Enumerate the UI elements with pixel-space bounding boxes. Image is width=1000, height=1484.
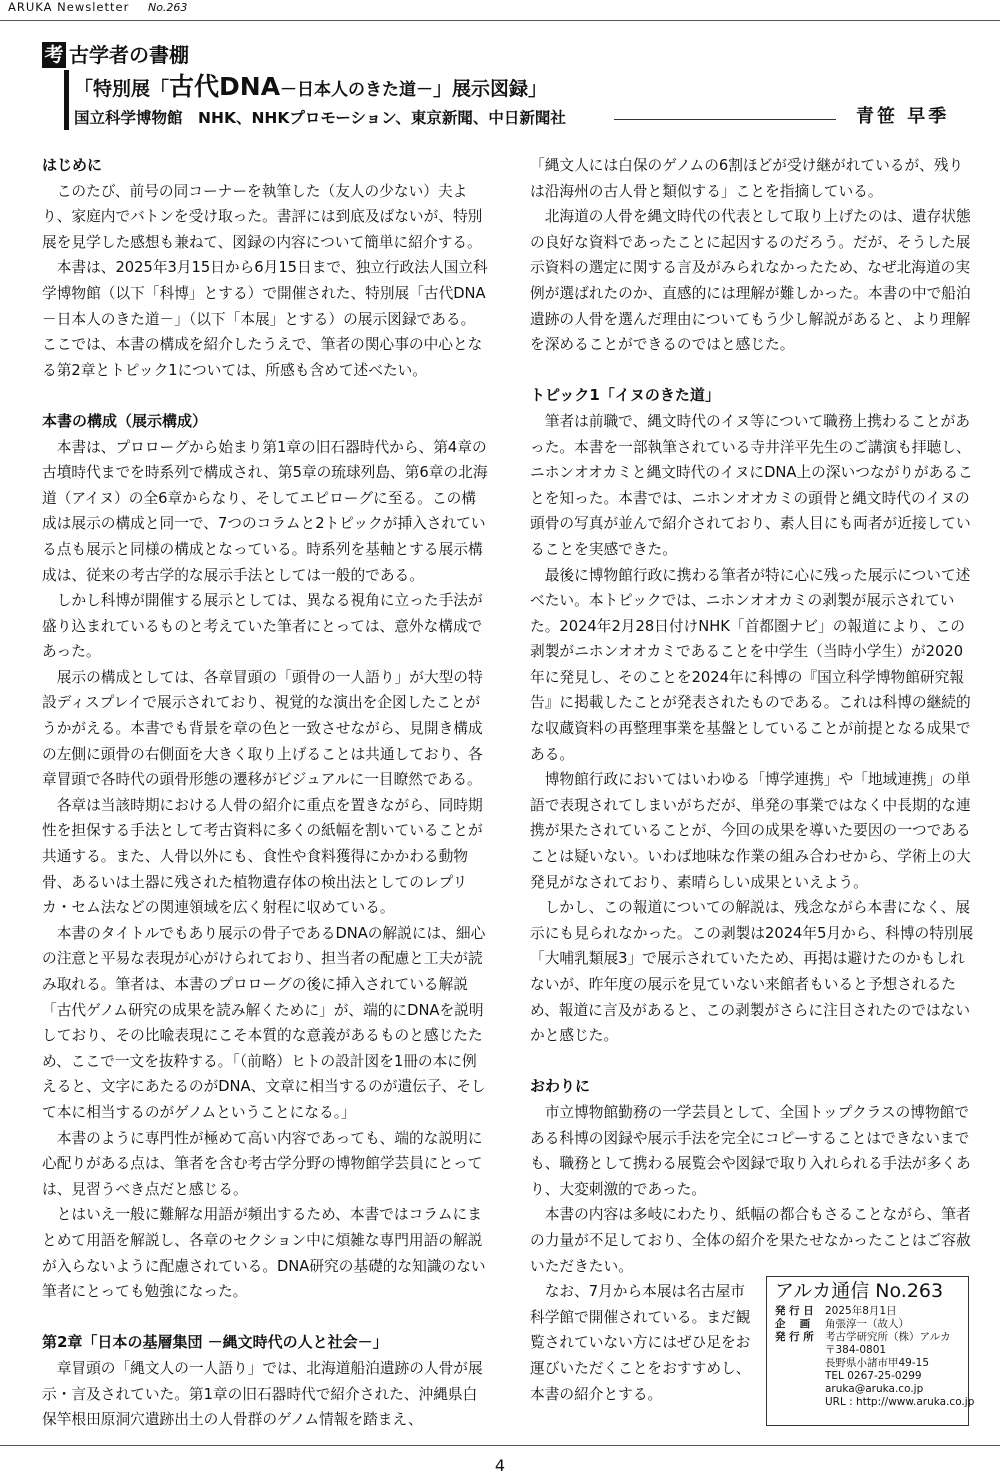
body-paragraph: 本書のように専門性が極めて高い内容であっても、端的な説明に心配りがある点は、筆者を含む考古学分野の博物館学芸員にとっては、見習うべき点だと感じる。	[42, 1129, 483, 1198]
section-gap	[530, 1049, 974, 1075]
section-heading: トピック1「イヌのきた道」	[530, 386, 720, 405]
section-heading: 本書の構成（展示構成）	[42, 411, 208, 430]
info-row	[767, 1331, 968, 1344]
info-address: 長野県小諸市甲49-15	[825, 1357, 930, 1369]
info-email[interactable]: aruka@aruka.co.jp	[825, 1383, 924, 1395]
newsletter-info-box	[766, 1276, 975, 1426]
info-tel: TEL 0267-25-0299	[825, 1370, 922, 1382]
info-value: 角張淳一（故人）	[825, 1318, 909, 1330]
section-heading: 第2章「日本の基層集団 －縄文時代の人と社会－」	[42, 1333, 388, 1352]
info-title: アルカ通信 No.263	[775, 1280, 944, 1302]
title-main: 古代DNA	[169, 72, 281, 101]
issue-number: No.263	[147, 1, 188, 14]
title-suffix: 」展示図録」	[433, 78, 548, 100]
body-paragraph: 章冒頭の「縄文人の一人語り」では、北海道船泊遺跡の人骨が展示・言及されていた。第1章の旧石器時代で紹介された、沖縄県白保竿根田原洞穴遺跡出土の人骨群のゲノム情報を踏まえ、	[42, 1359, 483, 1429]
article-title	[74, 70, 547, 107]
category-mark-icon: 考	[42, 42, 66, 68]
body-paragraph: 本書のタイトルでもあり展示の骨子であるDNAの解説には、細心の注意と平易な表現が心がけられており、担当者の配慮と工夫が読み取れる。筆者は、本書のプロローグの後に挿入されている解説「古代ゲノム研究の成果を読み解くために」が、端的にDNAを説明しており、その比喩表現にこそ本質的な意義があるものと感じたため、ここで一文を抜粋する。「（前略）ヒトの設計図を1冊の本に例えると、文字にあたるのがDNA、文章に相当するのが遺伝子、そして本に相当するのがゲノムということになる。」	[42, 924, 486, 1121]
footer-rule	[0, 1445, 1000, 1446]
body-paragraph: しかし、この報道についての解説は、残念ながら本書になく、展示にも見られなかった。この剥製は2024年5月から、科博の特別展「大哺乳類展3」で展示されていたため、再掲は避けたのかもしれないが、昨年度の展示を見ていない来館者もいると予想されるため、報道に言及があると、この剥製がさらに注目されたのではないかと感じた。	[530, 899, 974, 1045]
header-rule	[0, 20, 1000, 21]
info-row	[767, 1318, 968, 1331]
section-gap	[530, 358, 974, 384]
publisher-rule	[614, 119, 836, 120]
info-label: 企 画	[775, 1318, 811, 1330]
page-number: 4	[494, 1456, 506, 1475]
info-value: 考古学研究所（株）アルカ	[825, 1331, 951, 1343]
left-column	[42, 153, 488, 1433]
info-row	[767, 1305, 968, 1318]
body-paragraph: 「縄文人には白保のゲノムの6割ほどが受け継がれているが、残りは沿海州の古人骨と類似する」ことを指摘している。	[530, 157, 964, 200]
section-heading: はじめに	[42, 156, 103, 174]
body-paragraph: しかし科博が開催する展示としては、異なる視角に立った手法が盛り込まれているものと考えていた筆者にとっては、意外な構成であった。	[42, 592, 483, 661]
section-heading: おわりに	[530, 1077, 591, 1096]
body-paragraph: 各章は当該時期における人骨の紹介に重点を置きながら、同時期性を担保する手法として考古資料に多くの紙幅を割いていることが共通する。また、人骨以外にも、食性や食料獲得にかかわる動物骨、あるいは土器に残された植物遺存体の検出法としてのレプリカ・セム法などの関連領域を広く射程に収めている。	[42, 796, 483, 917]
info-label: 発 行 日	[775, 1305, 814, 1317]
body-paragraph: 最後に博物館行政に携わる筆者が特に心に残った展示について述べたい。本トピックでは、ニホンオオカミの剥製が展示されていた。2024年2月28日付けNHK「首都圏ナビ」の報道により、この剥製がニホンオオカミであることを中学生（当時小学生）が2020年に発見し、そのことを2024年に科博の『国立科学博物館研究報告』に掲載したことが発表されたものである。これは科博の継続的な収蔵資料の再整理事業を基盤としていることが前提となる成果である。	[530, 566, 971, 763]
info-value: 2025年8月1日	[825, 1305, 897, 1317]
body-paragraph: 本書は、2025年3月15日から6月15日まで、独立行政法人国立科学博物館（以下「科博」とする）で開催された、特別展「古代DNA－日本人のきた道－」（以下「本展」とする）の展示図録である。ここでは、本書の構成を紹介したうえで、筆者の関心事の中心となる第2章とトピック1については、所感も含めて述べたい。	[42, 259, 488, 379]
title-sub: －日本人のきた道－	[280, 80, 434, 100]
section-gap	[42, 383, 488, 409]
body-paragraph: 筆者は前職で、縄文時代のイヌ等について職務上携わることがあった。本書を一部執筆されている寺井洋平先生のご講演も拝聴し、ニホンオオカミと縄文時代のイヌにDNA上の深いつながりがあることを知った。本書では、ニホンオオカミの頭骨と縄文時代のイヌの頭骨の写真が並んで紹介されており、素人目にも両者が近接していることを実感できた。	[530, 412, 973, 558]
closing-paragraph: なお、7月から本展は名古屋市科学館で開催されている。まだ観覧されていない方にはぜひ足をお運びいただくことをおすすめし、本書の紹介とする。	[530, 1283, 751, 1403]
body-paragraph: 本書は、プロローグから始まり第1章の旧石器時代から、第4章の古墳時代までを時系列で構成され、第5章の琉球列島、第6章の北海道（アイヌ）の全6章からなり、そしてエピローグに至る。この構成は展示の構成と同一で、7つのコラムと2トピックが挿入されている点も展示と同様の構成となっている。時系列を基軸とする展示構成は、従来の考古学的な展示手法としては一般的である。	[42, 438, 488, 584]
category-label: 古学者の書棚	[69, 43, 189, 67]
body-paragraph: 展示の構成としては、各章冒頭の「頭骨の一人語り」が大型の特設ディスプレイで展示されており、視覚的な演出を企図したことがうかがえる。本書でも背景を章の色と一致させながら、見開き構成の左側に頭骨の右側面を大きく取り上げることは共通しており、各章冒頭で各時代の頭骨形態の遷移がビジュアルに一目瞭然である。	[42, 668, 483, 789]
body-paragraph: とはいえ一般に難解な用語が頻出するため、本書ではコラムにまとめて用語を解説し、各章のセクション中に煩雑な専門用語の解説が入らないように配慮されている。DNA研究の基礎的な知識のない筆者にとっても勉強になった。	[42, 1206, 486, 1301]
section-gap	[42, 1305, 488, 1331]
info-label: 発 行 所	[775, 1331, 814, 1343]
body-paragraph: 博物館行政においてはいわゆる「博学連携」や「地域連携」の単語で表現されてしまいがちだが、単発の事業ではなく中長期的な連携が果たされていることが、今回の成果を導いた要因の一つであることは疑いない。いわば地味な作業の組み合わせから、学術上の大発見がなされており、素晴らしい成果といえよう。	[530, 771, 971, 891]
title-accent-bar	[64, 70, 69, 130]
body-paragraph: 北海道の人骨を縄文時代の代表として取り上げたのは、遺存状態の良好な資料であったことに起因するのだろう。だが、そうした展示資料の選定に関する言及がみられなかったため、なぜ北海道の実例が選ばれたのか、直感的には理解が難しかった。本書の中で船泊遺跡の人骨を選んだ理由についてもう少し解説があると、より理解を深めることができるのではと感じた。	[530, 208, 971, 354]
title-prefix: 「特別展「	[74, 78, 170, 100]
info-postal: 〒384-0801	[825, 1344, 887, 1356]
right-column	[530, 153, 974, 1407]
body-paragraph: 市立博物館勤務の一学芸員として、全国トップクラスの博物館である科博の図録や展示手法を完全にコピーすることはできないまでも、職務として携わる展覧会や図録で取り入れられる手法が多くあり、大変刺激的であった。	[530, 1103, 971, 1198]
body-paragraph: 本書の内容は多岐にわたり、紙幅の都合もさることながら、筆者の力量が不足しており、全体の紹介を果たせなかったことはご容赦いただきたい。	[530, 1206, 971, 1275]
publishers: 国立科学博物館 NHK、NHKプロモーション、東京新聞、中日新聞社	[74, 109, 566, 127]
author-name: 青笹 早季	[856, 106, 950, 127]
newsletter-name: ARUKA Newsletter	[8, 0, 130, 14]
info-url[interactable]: URL : http://www.aruka.co.jp	[825, 1396, 975, 1408]
newsletter-header	[8, 0, 187, 18]
body-paragraph: このたび、前号の同コーナーを執筆した（友人の少ない）夫より、家庭内でバトンを受け取った。書評には到底及ばないが、特別展を見学した感想も兼ねて、図録の内容について簡単に紹介する。	[42, 182, 483, 251]
